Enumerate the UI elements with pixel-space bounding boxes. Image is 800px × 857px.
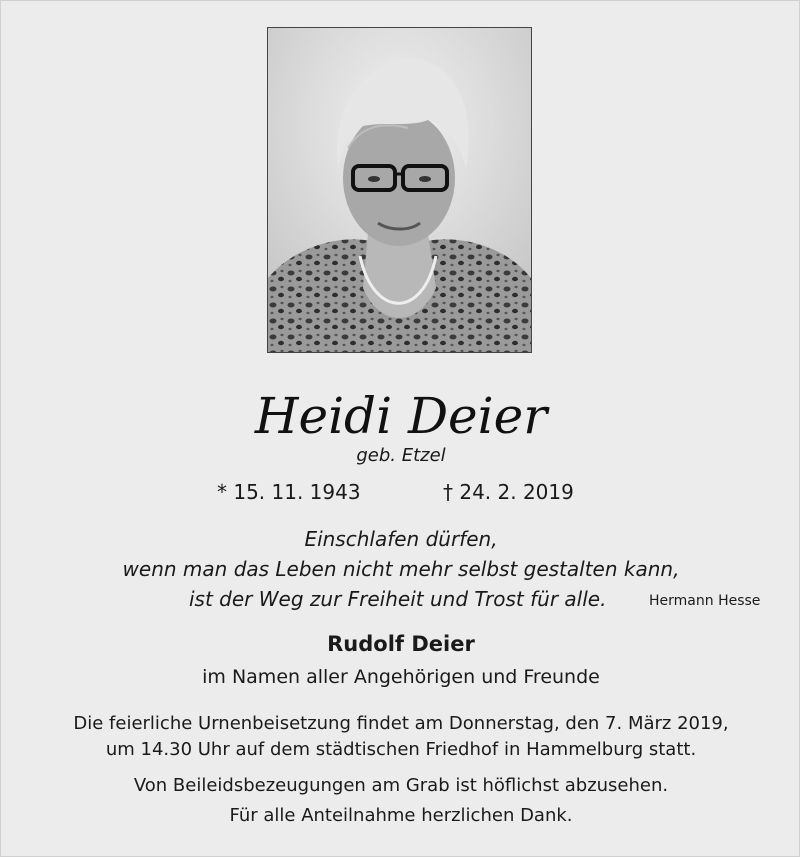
portrait-photo xyxy=(267,27,532,353)
info-line: Die feierliche Urnenbeisetzung findet am Donnerstag, den 7. März 2019, xyxy=(73,713,729,734)
birth-date: * 15. 11. 1943 xyxy=(217,480,361,504)
info-line: Von Beileidsbezeugungen am Grab ist höflichst abzusehen. xyxy=(133,775,669,796)
poem-line: wenn man das Leben nicht mehr selbst gestalten kann, xyxy=(122,557,680,581)
poem-author: Hermann Hesse xyxy=(649,593,761,609)
poem-line: Einschlafen dürfen, xyxy=(304,527,498,551)
maiden-name: geb. Etzel xyxy=(356,445,446,466)
info-line: um 14.30 Uhr auf dem städtischen Friedhof in Hammelburg statt. xyxy=(105,739,697,760)
deceased-name: Heidi Deier xyxy=(254,387,548,445)
signer-name: Rudolf Deier xyxy=(327,632,475,656)
poem-line: ist der Weg zur Freiheit und Trost für alle. xyxy=(189,587,607,611)
signer-subtitle: im Namen aller Angehörigen und Freunde xyxy=(202,666,600,688)
death-date: † 24. 2. 2019 xyxy=(443,480,574,504)
info-line: Für alle Anteilnahme herzlichen Dank. xyxy=(229,805,573,826)
